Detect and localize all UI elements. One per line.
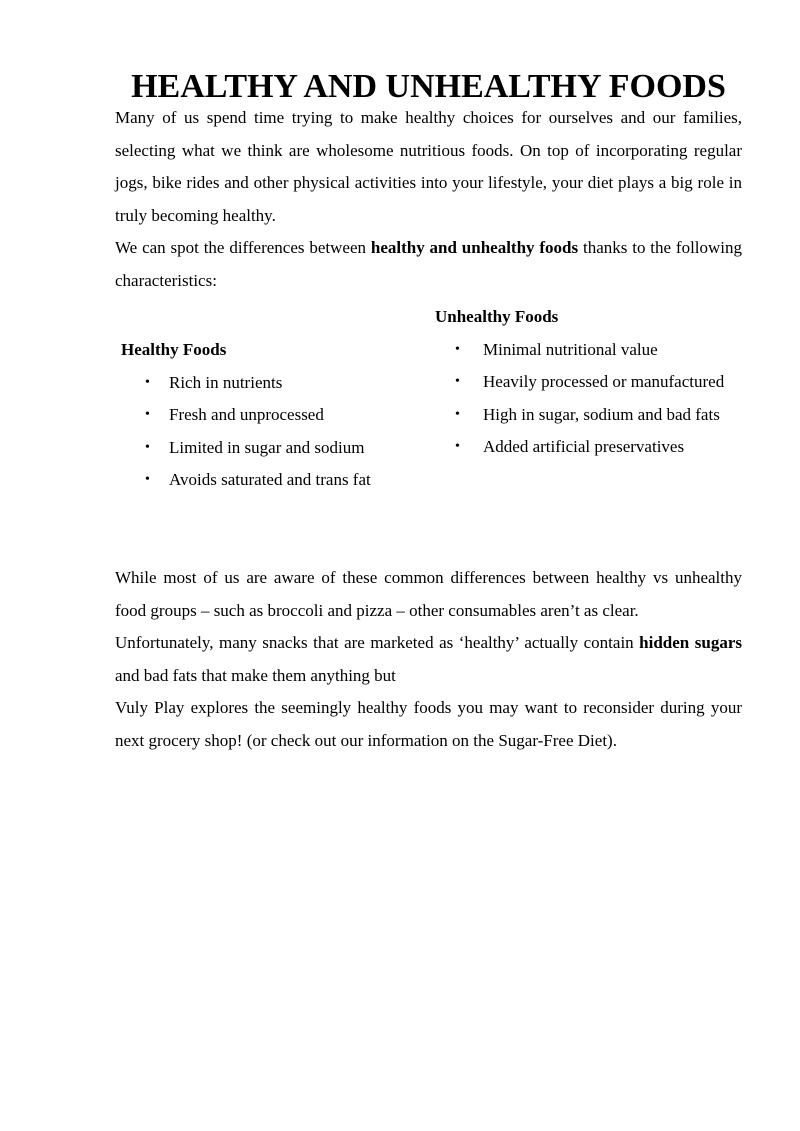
list-item (121, 399, 421, 432)
list-item-text: Fresh and unprocessed (169, 405, 324, 424)
healthy-list (121, 367, 421, 497)
snacks-text-bold: hidden sugars (639, 633, 742, 652)
snacks-paragraph (115, 627, 742, 692)
snacks-text-before: Unfortunately, many snacks that are marketed as ‘healthy’ actually contain (115, 633, 640, 652)
list-item-text: Limited in sugar and sodium (169, 437, 365, 457)
healthy-column (121, 334, 421, 497)
spot-text-after: thanks to the following characteristics: (115, 238, 743, 290)
bullet-icon: • (455, 439, 460, 454)
unhealthy-heading: Unhealthy Foods (435, 307, 559, 326)
list-item (435, 431, 738, 464)
bullet-icon: • (145, 472, 150, 487)
list-item (435, 366, 738, 399)
intro-paragraph: Many of us spend time trying to make healthy choices for ourselves and our families, selecting what we think are wholesome nutritious foods. On top of incorporating regular jogs, bike rides and other physical activities into your lifestyle, your diet plays a big role in truly becoming healthy. (115, 108, 742, 225)
document-title: HEALTHY AND UNHEALTHY FOODS (131, 68, 726, 105)
bullet-icon: • (145, 374, 150, 390)
list-item (121, 464, 421, 497)
healthy-heading: Healthy Foods (121, 340, 227, 359)
snacks-text-after: and bad fats that make them anything but (115, 665, 396, 685)
bullet-icon: • (145, 439, 150, 455)
list-item-text: Minimal nutritional value (483, 339, 658, 359)
list-item (121, 367, 421, 400)
unhealthy-column (435, 301, 738, 464)
list-item (435, 334, 738, 367)
spot-paragraph (115, 232, 742, 297)
spot-text-bold: healthy and unhealthy foods (370, 238, 579, 257)
bullet-icon: • (455, 374, 460, 389)
unhealthy-list (435, 334, 738, 464)
list-item-text: Rich in nutrients (169, 372, 283, 392)
aware-paragraph: While most of us are aware of these common differences between healthy vs unhealthy food groups – such as broccoli and pizza – other consumables aren’t as clear. (115, 568, 742, 620)
list-item (435, 399, 738, 432)
document-page (115, 68, 743, 757)
vuly-paragraph: Vuly Play explores the seemingly healthy foods you may want to reconsider during your next grocery shop! (or check out our information on the Sugar-Free Diet). (115, 698, 742, 750)
bullet-icon: • (455, 341, 460, 357)
bullet-icon: • (145, 407, 150, 422)
comparison-columns (115, 297, 742, 562)
spot-text-before: We can spot the differences between (115, 238, 371, 257)
list-item (121, 432, 421, 465)
list-item-text: Added artificial preservatives (483, 437, 685, 456)
list-item-text: Heavily processed or manufactured (483, 372, 725, 391)
list-item-text: Avoids saturated and trans fat (169, 470, 371, 489)
list-item-text: High in sugar, sodium and bad fats (483, 404, 720, 424)
bullet-icon: • (455, 406, 460, 422)
